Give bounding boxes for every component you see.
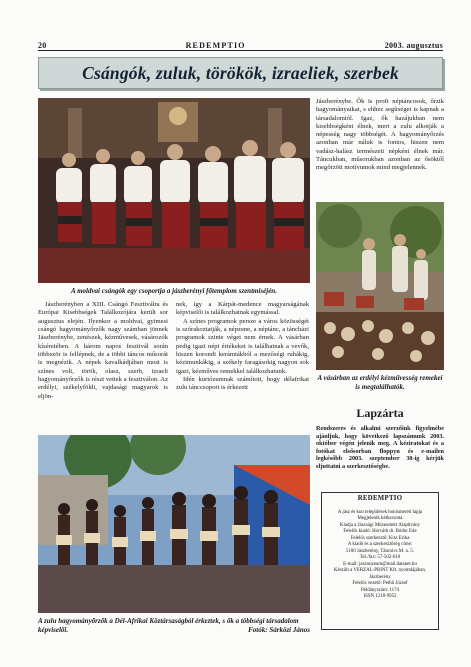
caption-zulu-text: A zulu hagyományőrzők a Dél-Afrikai Köztársaságból érkeztek, s ők a többségi társadalom képviselői. xyxy=(38,617,299,634)
article-paragraph: nek, így a Kárpát-medence magyarságának képviselői is találkozhatnak egymással. xyxy=(176,301,309,317)
article-paragraph: A színes programok persze a város közösségét is szórakoztatják, a népzene, a néptánc, a táncházi programok szinte véget nem érnek. A vásárban pedig igazi népi értékeket is találhatnak a vevők, hiszen korondi kerámiákból a mezőségi ruhákig, kézimunkákig, a székely faragásokig nagyon sok igazi, kézműves remekkel találkozhatunk. xyxy=(176,317,309,375)
imprint-line: ISSN 1218-9952 xyxy=(363,594,397,599)
imprint-line: Kiadja a Jászsági Múzeumért Alapítvány xyxy=(339,522,421,528)
caption-craft-market: A vásárban az erdélyi kézművesség remekei is megtalálhatók. xyxy=(317,374,443,391)
photo-credit: Fotók: Sárközi János xyxy=(248,625,310,634)
caption-zulu-dancers xyxy=(38,617,310,634)
caption-church-mass: A moldvai csángók egy csoportja a jászberényi főtemplom szentmiséjén. xyxy=(71,287,277,295)
imprint-line: A kiadó és a szerkesztőség címe: xyxy=(347,542,413,547)
imprint-box xyxy=(321,492,439,630)
imprint-title: REDEMPTIO xyxy=(357,495,403,502)
issue-date: 2003. augusztus xyxy=(384,41,443,50)
article-title-banner xyxy=(38,57,443,89)
page-number: 20 xyxy=(38,41,47,50)
imprint-line: A jász és kun települések honismereti lapja xyxy=(337,509,423,515)
imprint-line: Megjelenik kéthavonta xyxy=(357,516,403,521)
article-paragraph: Idén kuriózumnak számított, hogy délafrikai zulu tánccsoport is érkezett xyxy=(176,376,309,392)
imprint-line: Felelős szerkesztő: Kiss Erika xyxy=(350,535,410,541)
lapzarta-heading: Lapzárta xyxy=(356,406,404,420)
publication-name: REDEMPTIO xyxy=(185,41,246,50)
running-header xyxy=(38,40,443,51)
photo-zulu-dancers xyxy=(38,435,310,613)
imprint-line: 5100 Jászberény, Táncsics M. u. 5. xyxy=(345,548,415,554)
imprint-line: Példányszám: 1174 xyxy=(361,587,399,593)
imprint-line: Felelős kiadó: Horváth dr. Bódor Ede xyxy=(343,529,417,534)
imprint-line: Felelős vezető: Pethő József xyxy=(352,581,408,586)
photo-craft-market xyxy=(316,202,444,370)
imprint-line: E-mail: jasznuzeum@mail.datanet.hu xyxy=(343,561,417,567)
imprint-line: Tel./fax: 57-502-610 xyxy=(359,555,401,560)
imprint-line: Jászberény xyxy=(369,574,391,580)
lapzarta-notice: Rendszeres és alkalmi szerzőink figyelmébe ajánljuk, hogy következő lapszámunk 2003. október végén jelenik meg. A kéziratokat és a fotókat elsősorban floppyn és e-mailen legkésőbb 2003. szeptember 30-ig kérjük eljuttatni a szerkesztőségbe. xyxy=(316,425,444,470)
imprint-line: Készült a VERZAL-PRINT Kft. nyomdájában, xyxy=(333,568,427,573)
article-column-right: Jászberénybe. Ők is profi néptáncosok, őrzik hagyományaikat, s ehhez segítséget is kapnak a társadalomtól. Igaz, ők hazájukban nem kisebbségként élnek, mert a zulu alkotják a népesség nagy többségét. A hagyományőrzés azonban már náluk is fontos, hiszen nem vadász-halász természeti népként élnek már. Táncukban, műsorukban azonban az ősöktől megőrzött motívumok mind megjelennek. xyxy=(316,98,444,172)
photo-church-mass xyxy=(38,98,310,283)
article-column-middle xyxy=(176,301,309,393)
article-title: Csángók, zuluk, törökök, izraeliek, szerbek xyxy=(82,62,399,83)
article-column-left: Jászberényben a XIII. Csángó Fesztiválra és Európai Kisebbségek Találkozójára került sor augusztus elején. Ilyenkor a moldvai, gyimesi csángó hagyományőrzők nagy számban jönnek Jászberénybe, zenészek, kézművesek, vásározók kíséretében. A három napos fesztivál során többször is fellépnek, de a többi táncos műsorát is megnézik. A népek kavalkádjában most is színes volt, török, olasz, szerb, izraeli hagyományőrzők is részt vettek a fesztiválon. Az erdélyi, székelyföldi, vajdasági magyarok is eljön- xyxy=(38,301,168,400)
